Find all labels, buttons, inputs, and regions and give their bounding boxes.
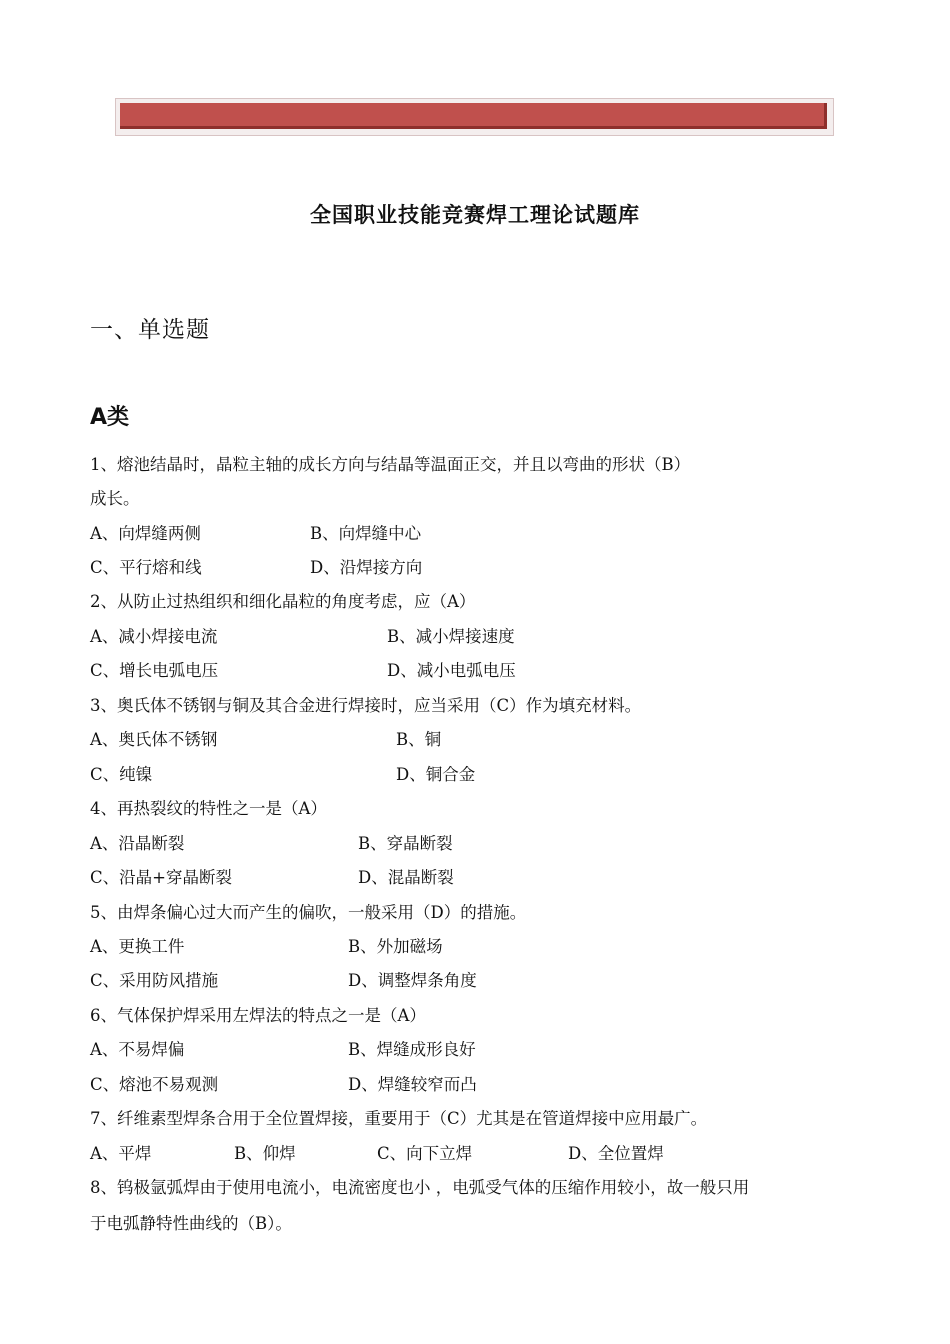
option-d: D、减小电弧电压 xyxy=(387,661,516,680)
question-1-options-row-1 xyxy=(90,522,890,546)
option-b: B、外加磁场 xyxy=(348,937,443,956)
option-a: A、不易焊偏 xyxy=(90,1040,185,1059)
option-b: B、穿晶断裂 xyxy=(358,834,453,853)
option-b: B、铜 xyxy=(396,730,442,749)
question-1-text-cont: 成长。 xyxy=(90,489,140,508)
option-d: D、焊缝较窄而凸 xyxy=(348,1075,477,1094)
option-d: D、全位置焊 xyxy=(568,1144,664,1163)
question-7-options-row xyxy=(90,1142,890,1166)
option-c: C、熔池不易观测 xyxy=(90,1075,219,1094)
option-a: A、更换工件 xyxy=(90,937,185,956)
option-a: A、沿晶断裂 xyxy=(90,834,185,853)
question-6-text: 6、气体保护焊采用左焊法的特点之一是（A） xyxy=(90,1006,426,1025)
header-banner-bar xyxy=(120,103,827,129)
question-8-text: 8、钨极氩弧焊由于使用电流小，电流密度也小 ，电弧受气体的压缩作用较小，故一般只用 xyxy=(90,1178,750,1197)
question-4-options-row-2 xyxy=(90,866,890,890)
question-4-options-row-1 xyxy=(90,832,890,856)
option-d: D、混晶断裂 xyxy=(358,868,454,887)
question-1-options-row-2 xyxy=(90,556,890,580)
option-a: A、平焊 xyxy=(90,1144,152,1163)
subsection-heading: A类 xyxy=(90,405,130,430)
option-b: B、焊缝成形良好 xyxy=(348,1040,476,1059)
option-b: B、仰焊 xyxy=(234,1144,296,1163)
option-b: B、向焊缝中心 xyxy=(310,524,422,543)
option-a: A、向焊缝两侧 xyxy=(90,524,201,543)
header-banner xyxy=(115,98,834,136)
question-6-options-row-2 xyxy=(90,1073,890,1097)
question-5-options-row-1 xyxy=(90,935,890,959)
option-c: C、向下立焊 xyxy=(377,1144,473,1163)
question-5-options-row-2 xyxy=(90,969,890,993)
option-c: C、沿晶+穿晶断裂 xyxy=(90,868,232,887)
question-2-options-row-1 xyxy=(90,625,890,649)
option-d: D、铜合金 xyxy=(396,765,476,784)
option-d: D、沿焊接方向 xyxy=(310,558,423,577)
option-d: D、调整焊条角度 xyxy=(348,971,477,990)
question-2-options-row-2 xyxy=(90,659,890,683)
option-a: A、奥氏体不锈钢 xyxy=(90,730,218,749)
option-a: A、减小焊接电流 xyxy=(90,627,218,646)
question-7-text: 7、纤维素型焊条合用于全位置焊接，重要用于（C）尤其是在管道焊接中应用最广。 xyxy=(90,1109,708,1128)
question-3-text: 3、奥氏体不锈钢与铜及其合金进行焊接时，应当采用（C）作为填充材料。 xyxy=(90,696,642,715)
option-c: C、平行熔和线 xyxy=(90,558,202,577)
option-c: C、纯镍 xyxy=(90,765,153,784)
section-heading: 一、单选题 xyxy=(90,317,210,343)
option-c: C、采用防风措施 xyxy=(90,971,219,990)
question-1-text: 1、熔池结晶时，晶粒主轴的成长方向与结晶等温面正交，并且以弯曲的形状（B） xyxy=(90,455,691,474)
question-8-text-cont: 于电弧静特性曲线的（B）。 xyxy=(90,1214,292,1233)
question-3-options-row-1 xyxy=(90,728,890,752)
question-2-text: 2、从防止过热组织和细化晶粒的角度考虑，应（A） xyxy=(90,592,476,611)
option-b: B、减小焊接速度 xyxy=(387,627,515,646)
option-c: C、增长电弧电压 xyxy=(90,661,219,680)
question-3-options-row-2 xyxy=(90,763,890,787)
question-4-text: 4、再热裂纹的特性之一是（A） xyxy=(90,799,327,818)
question-5-text: 5、由焊条偏心过大而产生的偏吹，一般采用（D）的措施。 xyxy=(90,903,527,922)
question-6-options-row-1 xyxy=(90,1038,890,1062)
document-title: 全国职业技能竞赛焊工理论试题库 xyxy=(310,203,640,227)
